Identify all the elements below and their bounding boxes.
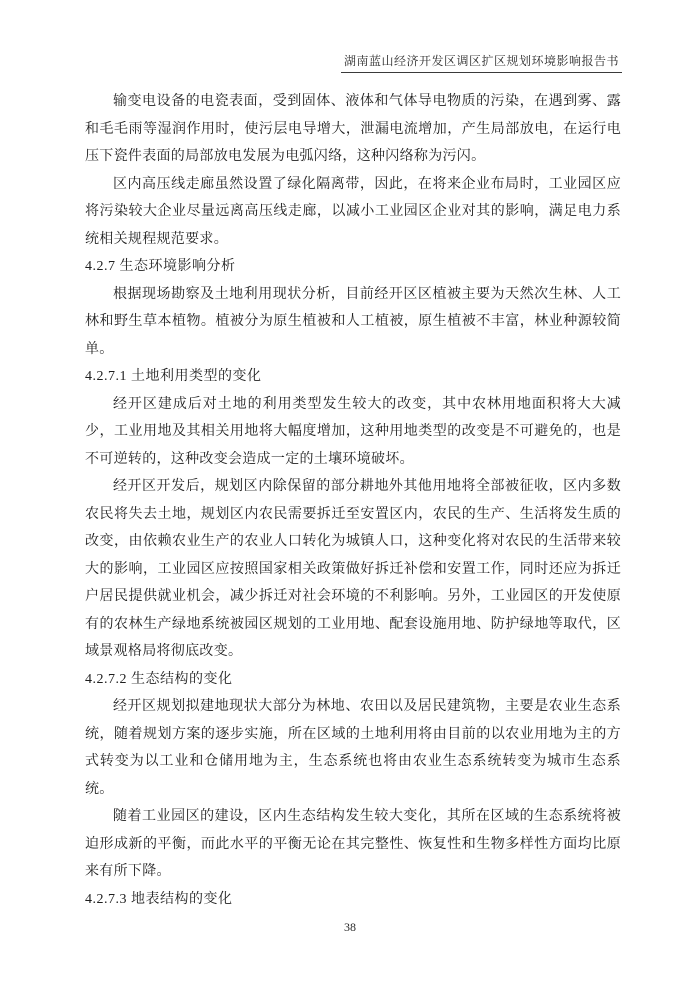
paragraph-eco-balance: 随着工业园区的建设，区内生态结构发生较大变化，其所在区域的生态系统将被迫形成新的平衡，而此水平的平衡无论在其完整性、恢复性和生物多样性方面均比原来有所下降。 (85, 809, 621, 879)
section-heading-4-2-7: 4.2.7 生态环境影响分析 (85, 259, 236, 274)
page-footer (0, 918, 700, 936)
section-heading-4-2-7-1: 4.2.7.1 土地利用类型的变化 (85, 369, 262, 384)
document-body (85, 88, 621, 913)
page-number: 38 (344, 920, 356, 934)
paragraph-eco-structure-current: 经开区规划拟建地现状大部分为林地、农田以及居民建筑物，主要是农业生态系统，随着规划方案的逐步实施，所在区域的土地利用将由目前的以农业用地为主的方式转变为以工业和仓储用地为主，生态系统也将由农业生态系统转变为城市生态系统。 (85, 699, 621, 797)
paragraph-land-use-change: 经开区建成后对土地的利用类型发生较大的改变，其中农林用地面积将大大减少，工业用地及其相关用地将大幅度增加，这种用地类型的改变是不可避免的，也是不可逆转的，这种改变会造成一定的土壤环境破坏。 (85, 396, 621, 467)
paragraph-vegetation-survey: 根据现场勘察及土地利用现状分析，目前经开区区植被主要为天然次生林、人工林和野生草本植物。植被分为原生植被和人工植被，原生植被不丰富，林业种源较简单。 (85, 286, 621, 357)
paragraph-high-voltage-corridor: 区内高压线走廊虽然设置了绿化隔离带，因此，在将来企业布局时，工业园区应将污染较大企业尽量远离高压线走廊，以减小工业园区企业对其的影响，满足电力系统相关规程规范要求。 (85, 176, 621, 247)
section-heading-4-2-7-3: 4.2.7.3 地表结构的变化 (85, 891, 233, 907)
page-header (341, 52, 622, 73)
header-title: 湖南蓝山经济开发区调区扩区规划环境影响报告书 (341, 52, 622, 73)
paragraph-transformer-porcelain: 输变电设备的电瓷表面，受到固体、液体和气体导电物质的污染，在遇到雾、露和毛毛雨等湿润作用时，使污层电导增大，泄漏电流增加，产生局部放电，在运行电压下瓷件表面的局部放电发展为电弧闪络，这种闪络称为污闪。 (85, 94, 621, 164)
paragraph-land-requisition: 经开区开发后，规划区内除保留的部分耕地外其他用地将全部被征收，区内多数农民将失去土地，规划区内农民需要拆迁至安置区内，农民的生产、生活将发生质的改变，由依赖农业生产的农业人口转化为城镇人口，这种变化将对农民的生活带来较大的影响，工业园区应按照国家相关政策做好拆迁补偿和安置工作，同时还应为拆迁户居民提供就业机会，减少拆迁对社会环境的不利影响。另外，工业园区的开发使原有的农林生产绿地系统被园区规划的工业用地、配套设施用地、防护绿地等取代，区域景观格局将彻底改变。 (85, 479, 621, 659)
section-heading-4-2-7-2: 4.2.7.2 生态结构的变化 (85, 671, 233, 687)
